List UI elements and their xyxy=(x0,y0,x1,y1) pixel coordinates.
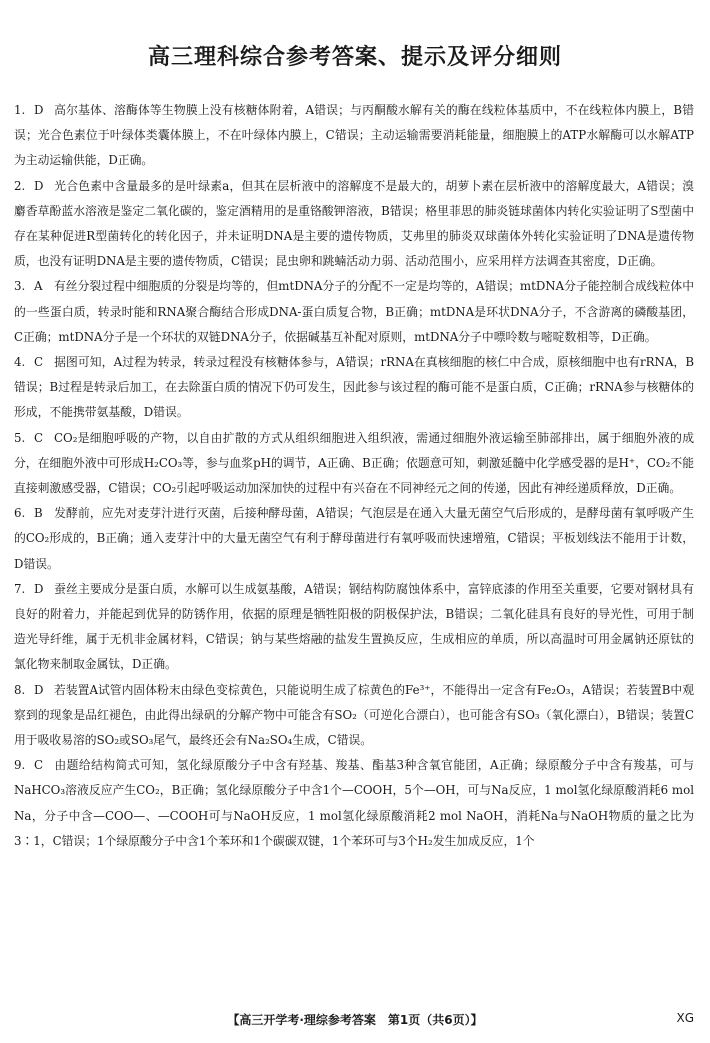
explanation-text: 有丝分裂过程中细胞质的分裂是均等的，但mtDNA分子的分配不一定是均等的，A错误；mtDNA分子能控制合成线粒体中的一些蛋白质，转录时能和RNA聚合酶结合形成DNA-蛋白质复合物，B正确；mtDNA是环状DNA分子，不含游离的磷酸基团，C正确；mtDNA分子是一个环状的双链DNA分子，依据碱基互补配对原则，mtDNA分子中嘌呤数与嘧啶数相等，D正确。 xyxy=(14,279,694,344)
answer-item xyxy=(14,678,694,754)
question-number: 8. xyxy=(14,682,26,697)
question-number: 5. xyxy=(14,430,26,445)
answer-item xyxy=(14,350,694,426)
page-footer: 【高三开学考·理综参考答案 第1页（共6页）】 xyxy=(227,1013,483,1027)
answer-item xyxy=(14,174,694,275)
explanation-text: 蚕丝主要成分是蛋白质，水解可以生成氨基酸，A错误；钢结构防腐蚀体系中，富锌底漆的作用至关重要，它要对钢材具有良好的附着力，并能起到优异的防锈作用，依据的原理是牺牲阳极的阴极保护法，B错误；二氧化硅具有良好的导光性，可用于制造光导纤维，属于无机非金属材料，C错误；钠与某些熔融的盐发生置换反应，生成相应的单质，所以高温时可用金属钠还原钛的氯化物来制取金属钛，D正确。 xyxy=(14,581,694,672)
answer-item xyxy=(14,501,694,577)
answer-letter: C xyxy=(34,758,44,773)
answer-letter: C xyxy=(34,430,44,445)
answer-item xyxy=(14,98,694,174)
answer-item xyxy=(14,577,694,678)
explanation-text: CO₂是细胞呼吸的产物，以自由扩散的方式从组织细胞进入组织液，需通过细胞外液运输至肺部排出，属于细胞外液的成分，在细胞外液中可形成H₂CO₃等，参与血浆pH的调节，A正确、B正确；依题意可知，刺激延髓中化学感受器的是H⁺，CO₂不能直接刺激感受器，C错误；CO₂引起呼吸运动加深加快的过程中有兴奋在不同神经元之间的传递，因此有神经递质释放，D正确。 xyxy=(14,430,694,496)
question-number: 3. xyxy=(14,279,26,294)
answer-letter: D xyxy=(34,682,44,697)
question-number: 6. xyxy=(14,506,26,521)
answer-letter: D xyxy=(34,103,44,117)
answer-letter: B xyxy=(34,506,43,521)
question-number: 4. xyxy=(14,355,26,370)
answer-list xyxy=(14,98,694,854)
explanation-text: 高尔基体、溶酶体等生物膜上没有核糖体附着，A错误；与丙酮酸水解有关的酶在线粒体基质中，不在线粒体内膜上，B错误；光合色素位于叶绿体类囊体膜上，不在叶绿体内膜上，C错误；主动运输需要消耗能量，细胞膜上的ATP水解酶可以水解ATP为主动运输供能，D正确。 xyxy=(14,103,694,168)
answer-letter: D xyxy=(34,178,44,193)
explanation-text: 据图可知，A过程为转录，转录过程没有核糖体参与，A错误；rRNA在真核细胞的核仁中合成，原核细胞中也有rRNA，B错误；B过程是转录后加工，在去除蛋白质的情况下仍可发生，因此参与该过程的酶可能不是蛋白质，C正确；rRNA参与核糖体的形成，不能携带氨基酸，D错误。 xyxy=(14,355,694,420)
answer-item xyxy=(14,753,694,854)
explanation-text: 由题给结构简式可知，氢化绿原酸分子中含有羟基、羧基、酯基3种含氧官能团，A正确；绿原酸分子中含有羧基，可与NaHCO₃溶液反应产生CO₂，B正确；氢化绿原酸分子中含1个—COOH，5个—OH，可与Na反应，1 mol氢化绿原酸消耗6 mol Na，分子中含—COO—、—COOH可与NaOH反应，1 mol氢化绿原酸消耗2 mol NaOH，消耗Na与NaOH物质的量之比为3∶1，C错误；1个绿原酸分子中含1个苯环和1个碳碳双键，1个苯环可与3个H₂发生加成反应，1个 xyxy=(14,758,694,848)
question-number: 9. xyxy=(14,758,26,773)
question-number: 1. xyxy=(14,103,26,117)
question-number: 2. xyxy=(14,178,26,193)
answer-item xyxy=(14,274,694,350)
explanation-text: 发酵前，应先对麦芽汁进行灭菌，后接种酵母菌，A错误；气泡层是在通入大量无菌空气后形成的，是酵母菌有氧呼吸产生的CO₂形成的，B正确；通入麦芽汁中的大量无菌空气有利于酵母菌进行有氧呼吸而快速增殖，C错误；平板划线法不能用于计数，D错误。 xyxy=(14,506,694,571)
explanation-text: 若装置A试管内固体粉末由绿色变棕黄色，只能说明生成了棕黄色的Fe³⁺，不能得出一定含有Fe₂O₃，A错误；若装置B中观察到的现象是品红褪色，由此得出绿矾的分解产物中可能含有SO₂（可逆化合漂白），也可能含有SO₃（氧化漂白），B错误；装置C用于吸收易溶的SO₂或SO₃尾气，最终还会有Na₂SO₄生成，C错误。 xyxy=(14,682,694,748)
question-number: 7. xyxy=(14,581,26,596)
footer-code: XG xyxy=(676,1011,694,1025)
answer-item xyxy=(14,426,694,502)
answer-letter: C xyxy=(34,355,44,370)
answer-letter: A xyxy=(34,279,43,294)
answer-letter: D xyxy=(34,581,44,596)
explanation-text: 光合色素中含量最多的是叶绿素a，但其在层析液中的溶解度不是最大的，胡萝卜素在层析液中的溶解度最大，A错误；溴麝香草酚蓝水溶液是鉴定二氧化碳的，鉴定酒精用的是重铬酸钾溶液，B错误；格里菲思的肺炎链球菌体内转化实验证明了S型菌中存在某种促进R型菌转化的转化因子，并未证明DNA是主要的遗传物质，艾弗里的肺炎双球菌体外转化实验证明了DNA是遗传物质，也没有证明DNA是主要的遗传物质，C错误；昆虫卵和跳蝻活动力弱、活动范围小，应采用样方法调查其密度，D正确。 xyxy=(14,178,694,269)
page-title: 高三理科综合参考答案、提示及评分细则 xyxy=(147,45,562,70)
